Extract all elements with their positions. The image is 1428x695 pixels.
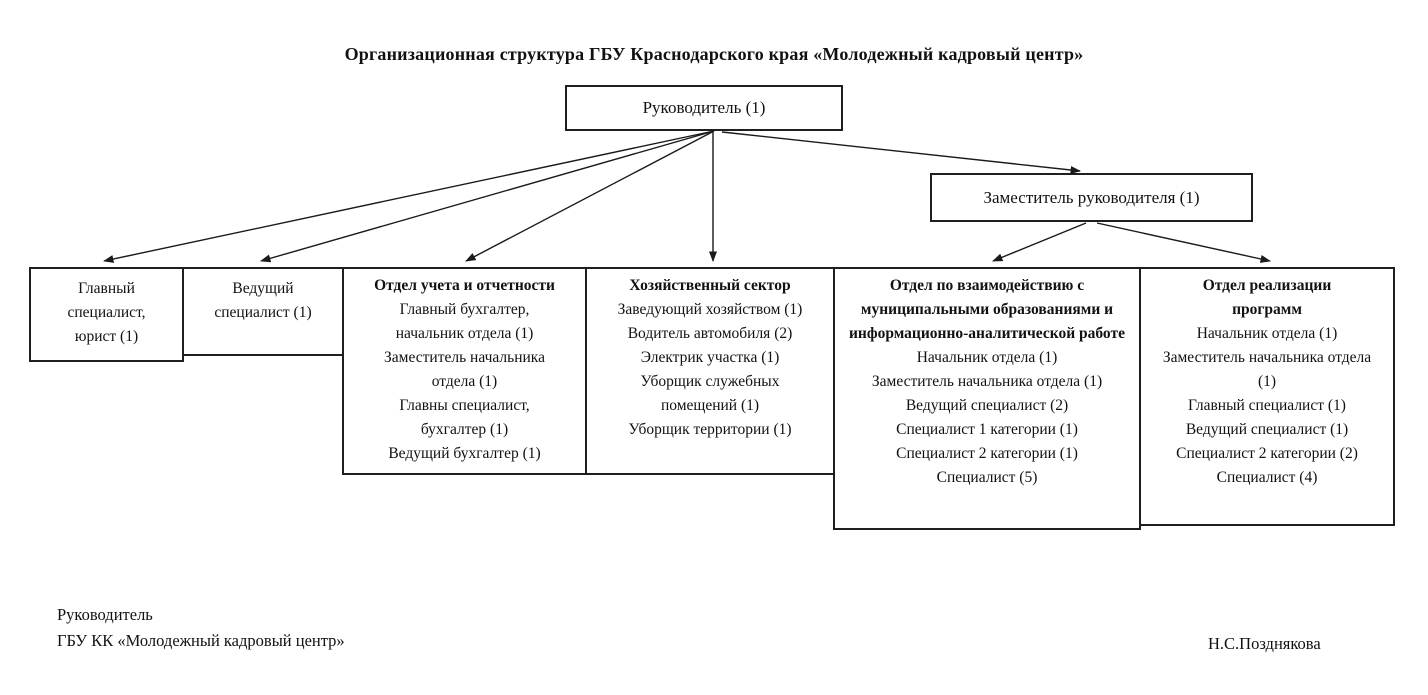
unit-item: Специалист 2 категории (1) — [896, 445, 1078, 462]
footer-org-line: ГБУ КК «Молодежный кадровый центр» — [57, 631, 345, 650]
arrow-root-to-deputy — [722, 132, 1080, 171]
unit-item: Специалист (5) — [936, 469, 1038, 486]
unit-item: Заведующий хозяйством (1) — [617, 301, 803, 318]
node-municipal-interaction-department — [833, 267, 1141, 530]
arrow-deputy-to-unit-5 — [993, 223, 1086, 261]
arrow-root-to-unit-3 — [466, 131, 714, 261]
node-director-label: Руководитель (1) — [642, 98, 766, 117]
page-title: Организационная структура ГБУ Краснодарского края «Молодежный кадровый центр» — [344, 44, 1084, 64]
unit-item: Водитель автомобиля (2) — [627, 325, 793, 342]
unit-item: Заместитель начальника отдела (1) — [384, 349, 545, 390]
node-leading-specialist — [182, 267, 344, 356]
node-deputy-director — [930, 173, 1253, 222]
unit-item: Ведущий специалист (2) — [905, 397, 1069, 414]
footer-signer-name: Н.С.Позднякова — [1208, 634, 1321, 653]
unit-item: Начальник отдела (1) — [1196, 325, 1338, 342]
unit-item: Ведущий специалист (1) — [1185, 421, 1349, 438]
unit-item: Начальник отдела (1) — [916, 349, 1058, 366]
unit-item: Ведущий специалист (1) — [214, 280, 312, 321]
unit-item: Электрик участка (1) — [640, 349, 780, 366]
node-chief-specialist-lawyer — [29, 267, 184, 362]
unit-item: Специалист 2 категории (2) — [1176, 445, 1358, 462]
unit-item: Специалист (4) — [1216, 469, 1318, 486]
unit-item: Заместитель начальника отдела (1) — [1162, 349, 1372, 390]
unit-title: Отдел учета и отчетности — [374, 277, 555, 294]
unit-item: Главны специалист, бухгалтер (1) — [399, 397, 530, 438]
unit-item: Главный бухгалтер, начальник отдела (1) — [395, 301, 534, 342]
node-accounting-department — [342, 267, 587, 475]
arrow-deputy-to-unit-6 — [1097, 223, 1270, 261]
unit-item: Уборщик территории (1) — [628, 421, 792, 438]
unit-item: Заместитель начальника отдела (1) — [871, 373, 1103, 390]
unit-title: Отдел по взаимодействию с муниципальными образованиями и информационно-аналитической работе — [849, 277, 1125, 342]
unit-title: Хозяйственный сектор — [629, 277, 791, 294]
footer-role-line: Руководитель — [57, 605, 153, 624]
node-maintenance-sector — [585, 267, 835, 475]
unit-item: Ведущий бухгалтер (1) — [388, 445, 541, 462]
node-program-implementation-department — [1139, 267, 1395, 526]
unit-item: Специалист 1 категории (1) — [896, 421, 1078, 438]
arrow-root-to-unit-2 — [261, 131, 714, 261]
unit-item: Уборщик служебных помещений (1) — [640, 373, 780, 414]
unit-title: Отдел реализации программ — [1202, 277, 1332, 318]
unit-item: Главный специалист (1) — [1188, 397, 1346, 414]
node-deputy-director-label: Заместитель руководителя (1) — [983, 187, 1200, 207]
footer-signature-block — [57, 602, 345, 654]
unit-item: Главный специалист, юрист (1) — [67, 280, 146, 345]
node-director — [565, 85, 843, 131]
arrow-root-to-unit-1 — [104, 131, 714, 261]
